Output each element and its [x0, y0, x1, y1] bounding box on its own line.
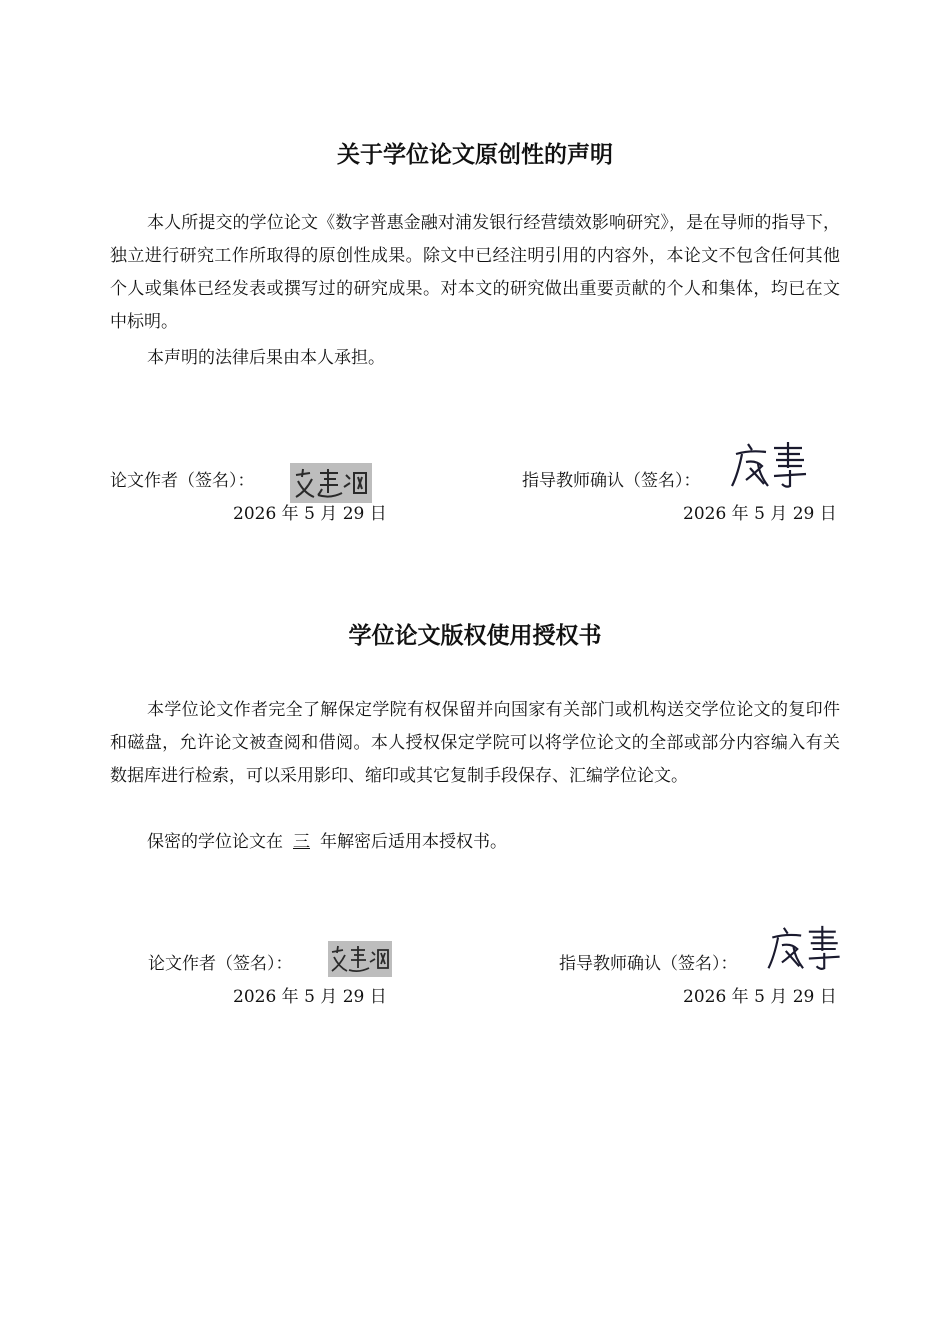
- declaration-author-label: 论文作者（签名）：: [110, 471, 255, 491]
- declaration-paragraph: 本人所提交的学位论文《数字普惠金融对浦发银行经营绩效影响研究》，是在导师的指导下，独立进行研究工作所取得的原创性成果。除文中已经注明引用的内容外，本论文不包含任何其他个人或集体已经发表或撰写过的研究成果。对本文的研究做出重要贡献的个人和集体，均已在文中标明。: [110, 213, 840, 332]
- declaration-advisor-label: 指导教师确认（签名）：: [522, 471, 701, 491]
- confidentiality-prefix: 保密的学位论文在: [147, 832, 283, 852]
- declaration-liability: 本声明的法律后果由本人承担。: [147, 348, 385, 368]
- declaration-title: 关于学位论文原创性的声明: [337, 142, 613, 168]
- authorization-advisor-signature: [766, 924, 844, 974]
- declaration-advisor-date: 2026 年 5 月 29 日: [683, 504, 837, 524]
- authorization-advisor-label: 指导教师确认（签名）：: [559, 954, 738, 974]
- authorization-advisor-date: 2026 年 5 月 29 日: [683, 987, 837, 1007]
- declaration-author-date: 2026 年 5 月 29 日: [233, 504, 387, 524]
- authorization-author-date: 2026 年 5 月 29 日: [233, 987, 387, 1007]
- authorization-confidentiality: [110, 826, 840, 859]
- confidentiality-years: 三: [293, 832, 310, 852]
- authorization-title: 学位论文版权使用授权书: [348, 623, 602, 649]
- declaration-advisor-signature: [730, 440, 810, 492]
- authorization-author-signature: [328, 941, 392, 977]
- confidentiality-suffix: 年解密后适用本授权书。: [320, 832, 507, 852]
- declaration-author-signature: [290, 463, 372, 503]
- authorization-paragraph: 本学位论文作者完全了解保定学院有权保留并向国家有关部门或机构送交学位论文的复印件和磁盘，允许论文被查阅和借阅。本人授权保定学院可以将学位论文的全部或部分内容编入有关数据库进行检索，可以采用影印、缩印或其它复制手段保存、汇编学位论文。: [110, 700, 840, 786]
- authorization-author-label: 论文作者（签名）：: [148, 954, 293, 974]
